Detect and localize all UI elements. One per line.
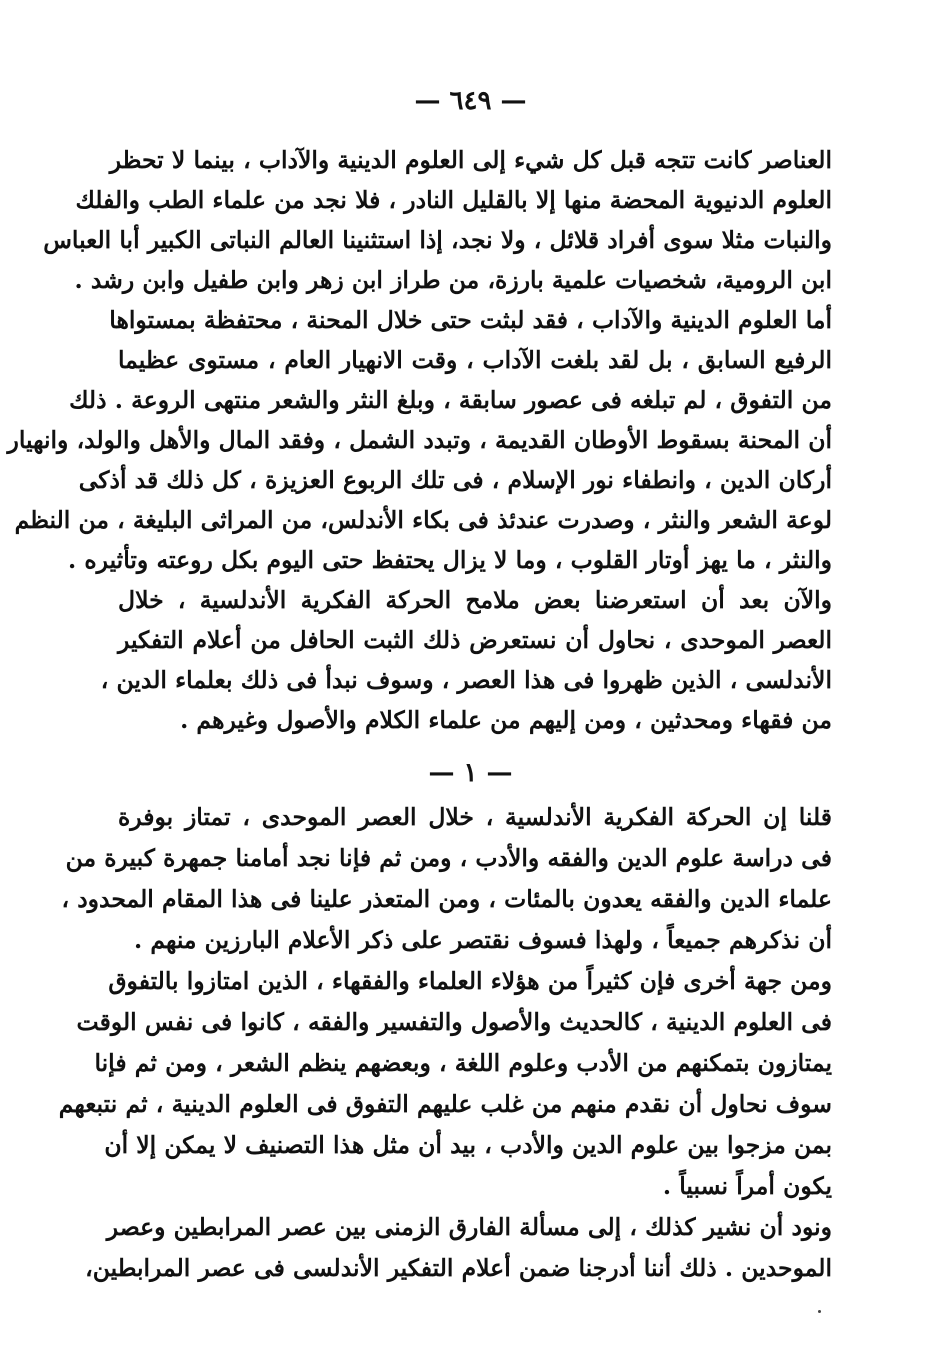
text-line: سوف نحاول أن نقدم منهم من غلب عليهم التفوق فى العلوم الدينية ، ثم نتبعهم xyxy=(58,1090,832,1118)
text-line: والنثر ، ما يهز أوتار القلوب ، وما لا يزال يحتفظ حتى اليوم بكل روعته وتأثيره . xyxy=(67,546,832,574)
text-line: يمتازون بتمكنهم من الأدب وعلوم اللغة ، وبعضهم ينظم الشعر ، ومن ثم فإنا xyxy=(94,1049,832,1077)
text-line: أن المحنة بسقوط الأوطان القديمة ، وتبدد الشمل ، وفقد المال والأهل والولد، وانهيار xyxy=(7,426,832,454)
page-number: — ٦٤٩ — xyxy=(414,86,527,116)
text-line: لوعة الشعر والنثر ، وصدرت عندئذ فى بكاء الأندلس، من المراثى البليغة ، من النظم xyxy=(14,506,832,534)
text-line: فى دراسة علوم الدين والفقه والأدب ، ومن ثم فإنا نجد أمامنا جمهرة كبيرة من xyxy=(65,844,832,872)
text-line: ونود أن نشير كذلك ، إلى مسألة الفارق الزمنى بين عصر المرابطين وعصر xyxy=(106,1213,832,1241)
text-line: الرفيع السابق ، بل لقد بلغت الآداب ، وقت الانهيار العام ، مستوى عظيما xyxy=(118,346,832,374)
text-line: العصر الموحدى ، نحاول أن نستعرض ذلك الثبت الحافل من أعلام التفكير xyxy=(118,626,832,654)
text-line: أركان الدين ، وانطفاء نور الإسلام ، فى تلك الربوع العزيزة ، كل ذلك قد أذكى xyxy=(78,466,832,494)
text-line: علماء الدين والفقه يعدون بالمئات ، ومن المتعذر علينا فى هذا المقام المحدود ، xyxy=(61,885,832,913)
section-number: — ١ — xyxy=(428,758,513,788)
text-line: العناصر كانت تتجه قبل كل شيء إلى العلوم الدينية والآداب ، بينما لا تحظر xyxy=(109,146,832,174)
text-line: يكون أمراً نسبياً . xyxy=(662,1172,832,1200)
text-line: ابن الرومية، شخصيات علمية بارزة، من طراز ابن زهر وابن طفيل وابن رشد . xyxy=(74,266,832,294)
text-block-section-1 xyxy=(58,797,832,1289)
text-line: بمن مزجوا بين علوم الدين والأدب ، بيد أن مثل هذا التصنيف لا يمكن إلا أن xyxy=(104,1131,832,1159)
stray-mark xyxy=(818,1310,821,1313)
text-line: والآن بعد أن استعرضنا بعض ملامح الحركة الفكرية الأندلسية ، خلال xyxy=(118,586,832,614)
text-line: الموحدين . ذلك أننا أدرجنا ضمن أعلام التفكير الأندلسى فى عصر المرابطين، xyxy=(85,1254,832,1282)
text-line: من فقهاء ومحدثين ، ومن إليهم من علماء الكلام والأصول وغيرهم . xyxy=(180,706,832,734)
text-line: والنبات مثلا سوى أفراد قلائل ، ولا نجد، إذا استثنينا العالم النباتى الكبير أبا العباس xyxy=(43,226,832,254)
text-line: قلنا إن الحركة الفكرية الأندلسية ، خلال العصر الموحدى ، تمتاز بوفرة xyxy=(118,803,832,831)
text-line: ومن جهة أخرى فإن كثيراً من هؤلاء العلماء والفقهاء ، الذين امتازوا بالتفوق xyxy=(108,967,832,995)
text-line: الأندلسى ، الذين ظهروا فى هذا العصر ، وسوف نبدأ فى ذلك بعلماء الدين ، xyxy=(100,666,832,694)
text-line: أما العلوم الدينية والآداب ، فقد لبثت حتى خلال المحنة ، محتفظة بمستواها xyxy=(109,306,832,334)
text-block-intro xyxy=(7,140,832,740)
text-line: العلوم الدنيوية المحضة منها إلا بالقليل النادر ، فلا نجد من علماء الطب والفلك xyxy=(75,186,832,214)
text-line: أن نذكرهم جميعاً ، ولهذا فسوف نقتصر على ذكر الأعلام البارزين منهم . xyxy=(133,926,832,954)
text-line: فى العلوم الدينية ، كالحديث والأصول والتفسير والفقه ، كانوا فى نفس الوقت xyxy=(76,1008,832,1036)
text-line: من التفوق ، لم تبلغه فى عصور سابقة ، وبلغ النثر والشعر منتهى الروعة . ذلك xyxy=(69,386,832,414)
